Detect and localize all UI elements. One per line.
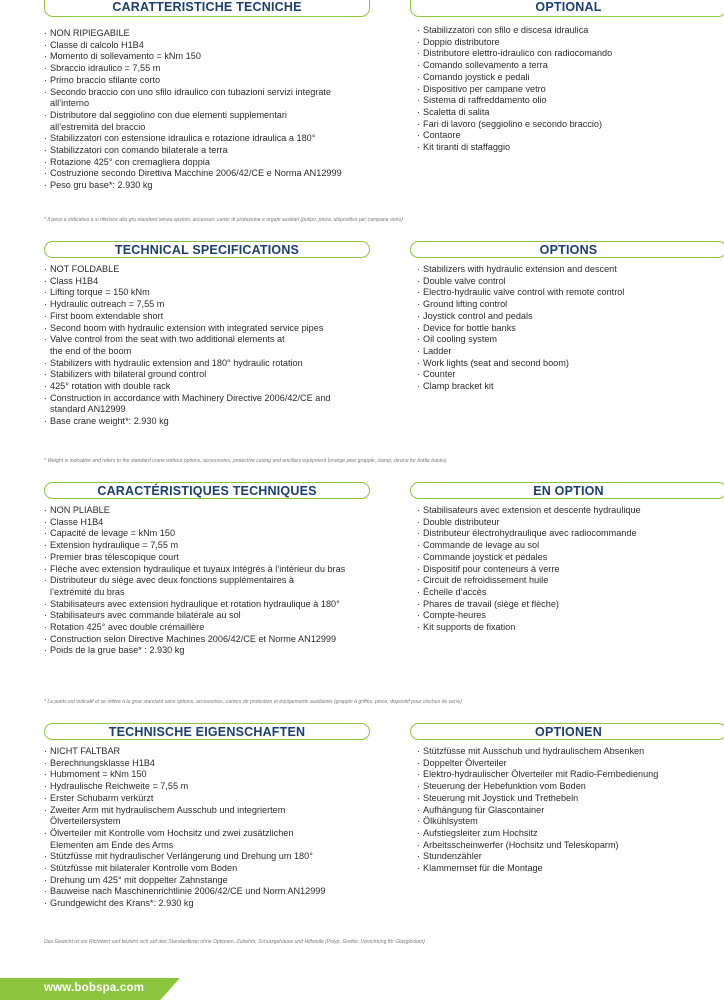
list-item: · Commande de levage au sol [417, 540, 641, 552]
list-item: · Phares de travail (siège et flèche) [417, 599, 641, 611]
list-item: · Poids de la grue base* : 2.930 kg [44, 645, 345, 657]
list-item: · Clamp bracket kit [417, 381, 624, 393]
list-item: · First boom extendable short [44, 311, 330, 323]
list-item: · Distributeur du siège avec deux fonctions supplémentaires à l’extrémité du bras [44, 575, 345, 598]
list-item: · Doppio distributore [417, 37, 612, 49]
section-title: OPTIONAL [410, 0, 724, 17]
list-item: · Distributore elettro-idraulico con radiocomando [417, 48, 612, 60]
list-item: · Extension hydraulique = 7,55 m [44, 540, 345, 552]
list-item: · Stabilisateurs avec commande bilatérale au sol [44, 610, 345, 622]
list-item: · Hubmoment = kNm 150 [44, 769, 325, 781]
list-item: · Stabilizzatori con sfilo e discesa idraulica [417, 25, 612, 37]
list-item: · Stabilizzatori con estensione idraulica e rotazione idraulica a 180° [44, 133, 342, 145]
list-item: · Distributeur électrohydraulique avec radiocommande [417, 528, 641, 540]
list-item: · Counter [417, 369, 624, 381]
spec-list [44, 746, 325, 910]
list-item: · Dispositif pour conteneurs à verre [417, 564, 641, 576]
list-item: · Construction in accordance with Machinery Directive 2006/42/CE and standard AN12999 [44, 393, 330, 416]
section-title: OPTIONS [410, 241, 724, 258]
section-title: EN OPTION [410, 482, 724, 499]
options-list [417, 264, 624, 393]
list-item: · Stabilisateurs avec extension hydraulique et rotation hydraulique à 180° [44, 599, 345, 611]
list-item: · Costruzione secondo Direttiva Macchine 2006/42/CE e Norma AN12999 [44, 168, 342, 180]
list-item: · Arbeitsscheinwerfer (Hochsitz und Teleskoparm) [417, 840, 658, 852]
options-list [417, 25, 612, 154]
list-item: · Ladder [417, 346, 624, 358]
footnote: * Il peso è indicativo e si riferisce alla gru standard senza opzioni, accessori, carter di protezione e organi ausiliari (polipo, pinza, dispositivo per campane vetro) [44, 217, 404, 223]
list-item: · Stützfüsse mit Ausschub und hydraulischem Absenken [417, 746, 658, 758]
footnote: * Weight is indicative and refers to the standard crane without options, accessories, protective casing and ancillary equipment (orange peel grapple, clamp, device for bottle banks) [44, 458, 447, 464]
list-item: · 425° rotation with double rack [44, 381, 330, 393]
list-item: · Primo braccio sfilante corto [44, 75, 342, 87]
list-item: · Kit supports de fixation [417, 622, 641, 634]
list-item: · Premier bras télescopique court [44, 552, 345, 564]
list-item: · Comando sollevamento a terra [417, 60, 612, 72]
list-item: · Sbraccio idraulico = 7,55 m [44, 63, 342, 75]
list-item: · Ölkühlsystem [417, 816, 658, 828]
list-item: · Classe H1B4 [44, 517, 345, 529]
list-item: · Work lights (seat and second boom) [417, 358, 624, 370]
list-item: · Circuit de refroidissement huile [417, 575, 641, 587]
list-item: · Stützfüsse mit bilateraler Kontrolle vom Boden [44, 863, 325, 875]
section-title: OPTIONEN [410, 723, 724, 740]
list-item: · Joystick control and pedals [417, 311, 624, 323]
list-item: · Berechnungsklasse H1B4 [44, 758, 325, 770]
list-item: · Flèche avec extension hydraulique et tuyaux intégrés à l’intérieur du bras [44, 564, 345, 576]
list-item: · Comando joystick e pedali [417, 72, 612, 84]
list-item: · Stützfüsse mit hydraulischer Verlängerung und Drehung um 180° [44, 851, 325, 863]
list-item: · NON PLIABLE [44, 505, 345, 517]
list-item: · Drehung um 425° mit doppelter Zahnstange [44, 875, 325, 887]
list-item: · Stabilisateurs avec extension et descente hydraulique [417, 505, 641, 517]
list-item: · Base crane weight*: 2.930 kg [44, 416, 330, 428]
spec-list [44, 505, 345, 657]
list-item: · NON RIPIEGABILE [44, 28, 342, 40]
footer [0, 978, 724, 1000]
options-list [417, 746, 658, 875]
section-title: TECHNICAL SPECIFICATIONS [44, 241, 370, 258]
list-item: · Steuerung mit Joystick und Trethebeln [417, 793, 658, 805]
list-item: · Lifting torque = 150 kNm [44, 287, 330, 299]
list-item: · Klammernset für die Montage [417, 863, 658, 875]
list-item: · Stabilizers with hydraulic extension and descent [417, 264, 624, 276]
list-item: · Doppelter Ölverteiler [417, 758, 658, 770]
list-item: · Capacité de levage = kNm 150 [44, 528, 345, 540]
spec-list [44, 28, 342, 192]
list-item: · Fari di lavoro (seggiolino e secondo braccio) [417, 119, 612, 131]
list-item: · Contaore [417, 130, 612, 142]
list-item: · Steuerung der Hebefunktion vom Boden [417, 781, 658, 793]
list-item: · Scaletta di salita [417, 107, 612, 119]
list-item: · Electro-hydraulic valve control with remote control [417, 287, 624, 299]
list-item: · Ölverteiler mit Kontrolle vom Hochsitz und zwei zusätzlichen Elementen am Ende des Arms [44, 828, 325, 851]
list-item: · Hydraulische Reichweite = 7,55 m [44, 781, 325, 793]
list-item: · Class H1B4 [44, 276, 330, 288]
list-item: · Aufstiegsleiter zum Hochsitz [417, 828, 658, 840]
list-item: · Rotazione 425° con cremagliera doppia [44, 157, 342, 169]
list-item: · Stabilizers with bilateral ground control [44, 369, 330, 381]
list-item: · Grundgewicht des Krans*: 2.930 kg [44, 898, 325, 910]
list-item: · NOT FOLDABLE [44, 264, 330, 276]
website-link[interactable]: www.bobspa.com [44, 982, 145, 994]
list-item: · Second boom with hydraulic extension with integrated service pipes [44, 323, 330, 335]
footnote: * Le poids est indicatif et se réfère à la grue standard sans options, accessoires, carters de protection et équipements auxiliaires (grappin à griffes, pince, dispositif pour cloches de verre) [44, 699, 462, 705]
section-title: TECHNISCHE EIGENSCHAFTEN [44, 723, 370, 740]
list-item: · Hydraulic outreach = 7,55 m [44, 299, 330, 311]
list-item: · Stabilizers with hydraulic extension and 180° hydraulic rotation [44, 358, 330, 370]
list-item: · Peso gru base*: 2.930 kg [44, 180, 342, 192]
spec-list [44, 264, 330, 428]
list-item: · Erster Schubarm verkürzt [44, 793, 325, 805]
list-item: · Elektro-hydraulischer Ölverteiler mit Radio-Fernbedienung [417, 769, 658, 781]
list-item: · Classe di calcolo H1B4 [44, 40, 342, 52]
list-item: · Valve control from the seat with two additional elements at the end of the boom [44, 334, 330, 357]
list-item: · Stundenzähler [417, 851, 658, 863]
options-list [417, 505, 641, 634]
list-item: · Kit tiranti di staffaggio [417, 142, 612, 154]
footnote: Das Gewicht ist ein Richtwert und bezieht sich auf den Standardkran ohne Optionen, Zubehör, Schutzgehäuse und Hilfsteile (Polyp, Greifer, Vorrichtung für Glasglocken) [44, 939, 425, 945]
list-item: · Sistema di raffreddamento olio [417, 95, 612, 107]
list-item: · Zweiter Arm mit hydraulischem Ausschub und integriertem Ölverteilersystem [44, 805, 325, 828]
list-item: · Double valve control [417, 276, 624, 288]
list-item: · Échelle d’accès [417, 587, 641, 599]
list-item: · Rotation 425° avec double crémaillère [44, 622, 345, 634]
list-item: · Compte-heures [417, 610, 641, 622]
section-title: CARATTERISTICHE TECNICHE [44, 0, 370, 17]
list-item: · Commande joystick et pédales [417, 552, 641, 564]
list-item: · Aufhängung für Glascontainer [417, 805, 658, 817]
list-item: · Distributore dal seggiolino con due elementi supplementari all’estremità del braccio [44, 110, 342, 133]
list-item: · Secondo braccio con uno sfilo idraulico con tubazioni servizi integrate all’interno [44, 87, 342, 110]
list-item: · Double distributeur [417, 517, 641, 529]
list-item: · NICHT FALTBAR [44, 746, 325, 758]
list-item: · Ground lifting control [417, 299, 624, 311]
list-item: · Stabilizzatori con comando bilaterale a terra [44, 145, 342, 157]
list-item: · Device for bottle banks [417, 323, 624, 335]
list-item: · Momento di sollevamento = kNm 150 [44, 51, 342, 63]
list-item: · Dispositivo per campane vetro [417, 84, 612, 96]
list-item: · Oil cooling system [417, 334, 624, 346]
list-item: · Bauweise nach Maschinenrichtlinie 2006/42/CE und Norm AN12999 [44, 886, 325, 898]
section-title: CARACTÉRISTIQUES TECHNIQUES [44, 482, 370, 499]
list-item: · Construction selon Directive Machines 2006/42/CE et Norme AN12999 [44, 634, 345, 646]
